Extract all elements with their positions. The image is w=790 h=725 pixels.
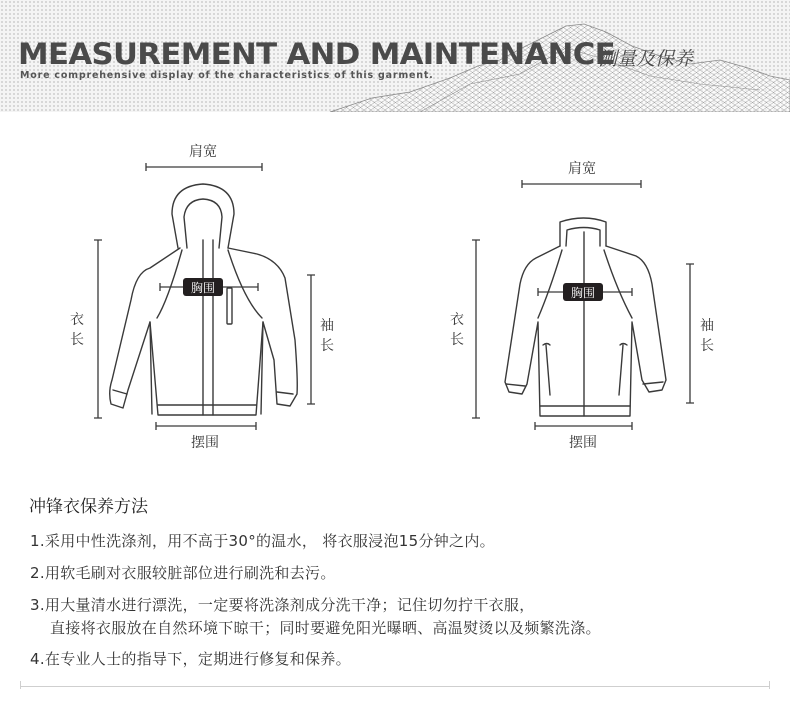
header-banner (0, 0, 790, 112)
hooded-jacket-outline (110, 184, 298, 415)
page-title-cn: 测量及保养 (598, 48, 694, 70)
collar-hem-label: 摆围 (569, 435, 597, 451)
collar-shoulder-label: 肩宽 (568, 161, 596, 177)
footer-divider (20, 686, 770, 687)
collar-chest-label: 胸围 (570, 286, 596, 300)
care-line-4: 4.在专业人士的指导下，定期进行修复和保养。 (30, 650, 351, 668)
footer-tick-left (20, 681, 21, 689)
collar-length-label-1: 衣 (450, 312, 464, 328)
hooded-sleeve-label-2: 长 (320, 338, 334, 354)
hooded-jacket-measure-lines (94, 163, 315, 430)
care-line-3-cont: 直接将衣服放在自然环境下晾干；同时要避免阳光曝晒、高温熨烫以及频繁洗涤。 (50, 619, 601, 637)
care-line-1: 1.采用中性洗涤剂，用不高于30°的温水， 将衣服浸泡15分钟之内。 (30, 532, 495, 550)
hooded-length-label-1: 衣 (70, 312, 84, 328)
stand-collar-jacket-diagram (450, 161, 714, 451)
page-title: MEASUREMENT AND MAINTENANCE (18, 37, 616, 71)
collar-sleeve-label-2: 长 (700, 338, 714, 354)
collar-length-label-2: 长 (450, 332, 464, 348)
page-subtitle: More comprehensive display of the characteristics of this garment. (20, 70, 434, 81)
measurement-diagrams (0, 112, 790, 472)
stand-collar-jacket-outline (505, 218, 666, 416)
hooded-shoulder-label: 肩宽 (189, 144, 217, 160)
care-section-title: 冲锋衣保养方法 (29, 497, 148, 517)
hooded-length-label-2: 长 (70, 332, 84, 348)
care-line-2: 2.用软毛刷对衣服较脏部位进行刷洗和去污。 (30, 564, 336, 582)
hooded-jacket-diagram (70, 144, 334, 451)
hooded-sleeve-label-1: 袖 (320, 318, 334, 334)
collar-sleeve-label-1: 袖 (700, 318, 714, 334)
footer-tick-right (769, 681, 770, 689)
hooded-hem-label: 摆围 (191, 435, 219, 451)
care-line-3: 3.用大量清水进行漂洗，一定要将洗涤剂成分洗干净；记住切勿拧干衣服， (30, 596, 535, 614)
hooded-chest-label: 胸围 (190, 281, 216, 295)
